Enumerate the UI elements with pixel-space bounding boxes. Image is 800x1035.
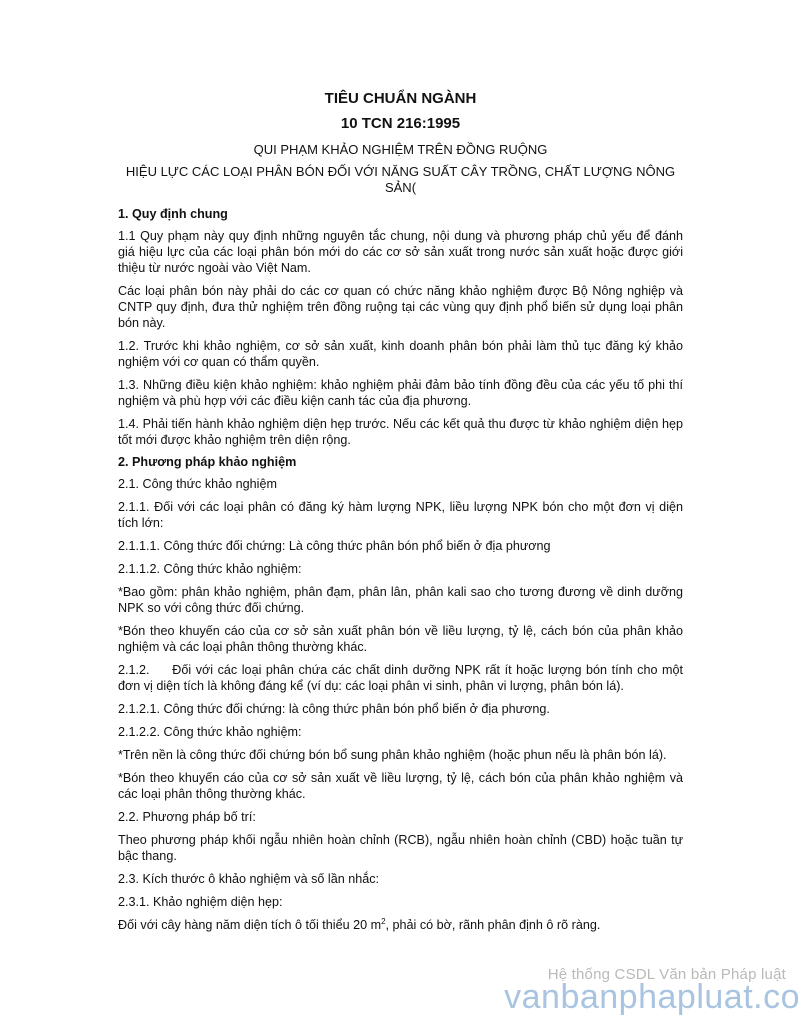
plot-area-text: Đối với cây hàng năm diện tích ô tối thiểu 20 m bbox=[118, 918, 382, 932]
section-2-heading: 2. Phương pháp khảo nghiệm bbox=[118, 455, 297, 469]
plot-area-text-end: , phải có bờ, rãnh phân định ô rõ ràng. bbox=[385, 918, 601, 932]
paragraph-2-1-2: 2.1.2. Đối với các loại phân chứa các chất dinh dưỡng NPK rất ít hoặc lượng bón tính cho một đơn vị diện tích là không đáng kể (ví dụ: các loại phân vi sinh, phân vi lượng, phân bón lá). bbox=[118, 663, 687, 693]
bullet-paragraph: *Trên nền là công thức đối chứng bón bổ sung phân khảo nghiệm (hoặc phun nếu là phân bón lá). bbox=[118, 748, 667, 762]
standard-code: 10 TCN 216:1995 bbox=[340, 115, 461, 132]
paragraph-2-3-1: 2.3.1. Khảo nghiệm diện hẹp: bbox=[118, 895, 283, 909]
document-page bbox=[118, 90, 687, 940]
watermark-caption: Hệ thống CSDL Văn bản Pháp luật bbox=[547, 966, 786, 983]
paragraph-2-1: 2.1. Công thức khảo nghiệm bbox=[118, 477, 277, 491]
paragraph-1-1: 1.1 Quy phạm này quy định những nguyên tắc chung, nội dung và phương pháp chủ yếu để đánh giá hiệu lực của các loại phân bón mới do các cơ sở sản xuất trong nước sản xuất hoặc được giới thiệu từ nước ngoài vào Việt Nam. bbox=[118, 229, 683, 275]
bullet-paragraph: *Bón theo khuyến cáo của cơ sở sản xuất phân bón về liều lượng, tỷ lệ, cách bón của phân khảo nghiệm và các loại phân thông thường khác. bbox=[118, 624, 683, 654]
bullet-paragraph: *Bón theo khuyến cáo của cơ sở sản xuất về liều lượng, tỷ lệ, cách bón của phân khảo nghiệm và các loại phân thông thường khác. bbox=[118, 771, 683, 801]
paragraph-plot-area bbox=[118, 917, 683, 933]
document-title: HIỆU LỰC CÁC LOẠI PHÂN BÓN ĐỐI VỚI NĂNG SUẤT CÂY TRỒNG, CHẤT LƯỢNG NÔNG SẢN( bbox=[125, 164, 676, 195]
superscript-2: 2 bbox=[381, 916, 386, 926]
paragraph-1-2: 1.2. Trước khi khảo nghiệm, cơ sở sản xuất, kinh doanh phân bón phải làm thủ tục đăng ký khảo nghiệm với cơ quan có thẩm quyền. bbox=[118, 339, 683, 369]
paragraph-2-1-1-2: 2.1.1.2. Công thức khảo nghiệm: bbox=[118, 562, 302, 576]
bullet-paragraph: *Bao gồm: phân khảo nghiệm, phân đạm, phân lân, phân kali sao cho tương đương về dinh dưỡng NPK so với công thức đối chứng. bbox=[118, 585, 683, 615]
paragraph-1-3: 1.3. Những điều kiện khảo nghiệm: khảo nghiệm phải đảm bảo tính đồng đều của các yếu tố phi thí nghiệm và phù hợp với các điều kiện canh tác của địa phương. bbox=[118, 378, 683, 408]
paragraph-2-1-2-2: 2.1.2.2. Công thức khảo nghiệm: bbox=[118, 725, 302, 739]
paragraph-2-2: 2.2. Phương pháp bố trí: bbox=[118, 810, 256, 824]
document-subtitle: QUI PHẠM KHẢO NGHIỆM TRÊN ĐỒNG RUỘNG bbox=[253, 142, 548, 157]
watermark-site: vanbanphapluat.co bbox=[504, 978, 800, 1016]
paragraph-2-1-1: 2.1.1. Đối với các loại phân có đăng ký hàm lượng NPK, liều lượng NPK bón cho một đơn vị diện tích lớn: bbox=[118, 500, 683, 530]
paragraph-2-3: 2.3. Kích thước ô khảo nghiệm và số lần nhắc: bbox=[118, 872, 380, 886]
section-1-heading: 1. Quy định chung bbox=[118, 207, 228, 221]
paragraph-2-1-1-1: 2.1.1.1. Công thức đối chứng: Là công thức phân bón phổ biến ở địa phương bbox=[118, 539, 551, 553]
paragraph-1-4: 1.4. Phải tiến hành khảo nghiệm diện hẹp trước. Nếu các kết quả thu được từ khảo nghiệm diện hẹp tốt mới được khảo nghiệm trên diện rộng. bbox=[118, 417, 683, 447]
paragraph-1-1b: Các loại phân bón này phải do các cơ quan có chức năng khảo nghiệm được Bộ Nông nghiệp và CNTP quy định, đưa thử nghiệm trên đồng ruộng tại các vùng quy định phổ biến sử dụng loại phân bón này. bbox=[118, 284, 683, 330]
document-type-title: TIÊU CHUẨN NGÀNH bbox=[324, 90, 477, 107]
paragraph-2-1-2-1: 2.1.2.1. Công thức đối chứng: là công thức phân bón phổ biến ở địa phương. bbox=[118, 702, 550, 716]
paragraph-2-2b: Theo phương pháp khối ngẫu nhiên hoàn chỉnh (RCB), ngẫu nhiên hoàn chỉnh (CBD) hoặc tuần tự bậc thang. bbox=[118, 833, 683, 863]
